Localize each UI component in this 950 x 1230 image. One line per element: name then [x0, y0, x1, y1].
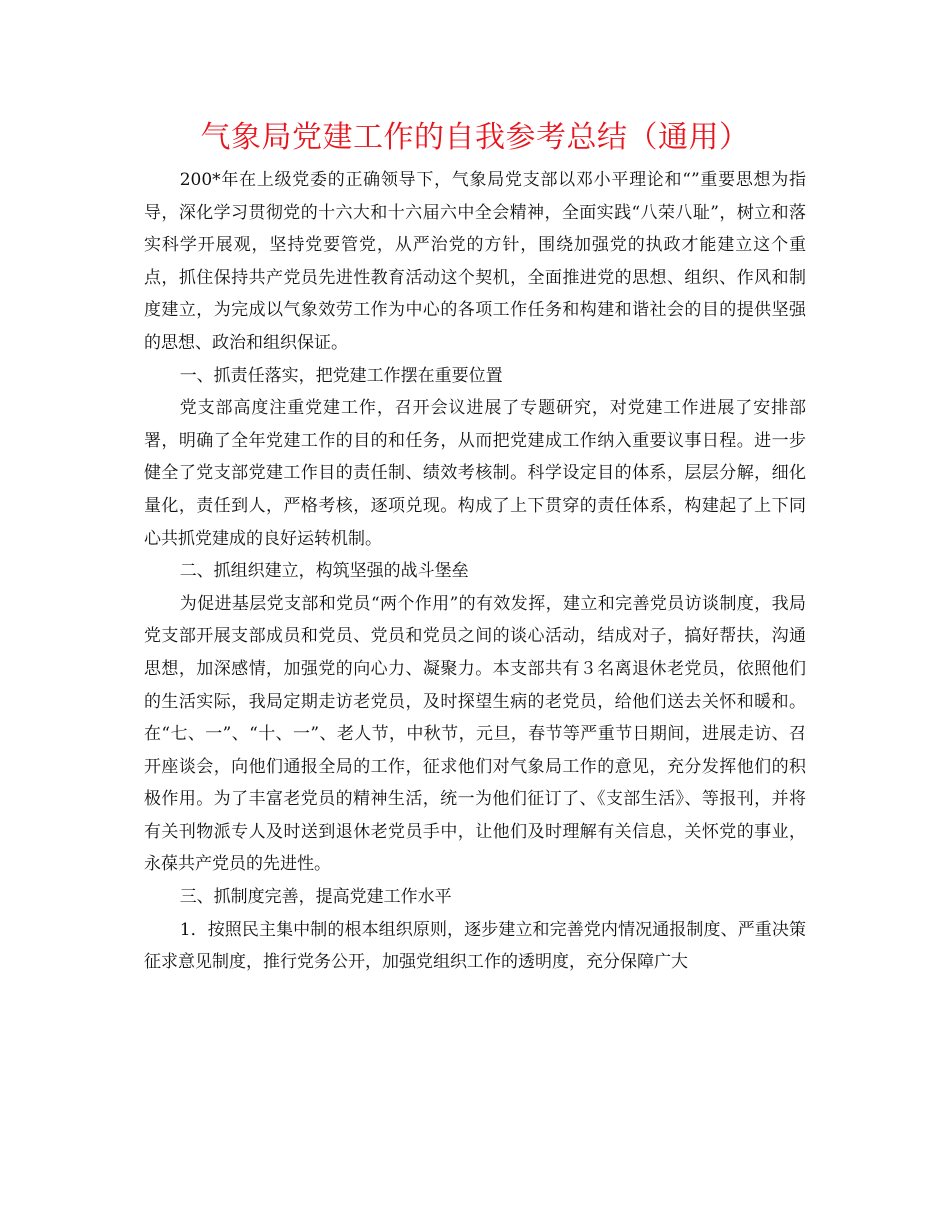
- intro-paragraph: 200*年在上级党委的正确领导下，气象局党支部以邓小平理论和“”重要思想为指导，深化学习贯彻党的十六大和十六届六中全会精神，全面实践“八荣八耻”，树立和落实科学开展观，坚持党要管党，从严治党的方针，围绕加强党的执政才能建立这个重点，抓住保持共产党员先进性教育活动这个契机，全面推进党的思想、组织、作风和制度建立，为完成以气象效劳工作为中心的各项工作任务和构建和谐社会的目的提供坚强的思想、政治和组织保证。: [144, 170, 806, 353]
- document-body: [144, 164, 806, 979]
- section-heading-3: 三、抓制度完善，提高党建工作水平: [179, 887, 452, 908]
- section-paragraph-3: 1．按照民主集中制的根本组织原则，逐步建立和完善党内情况通报制度、严重决策征求意见制度，推行党务公开，加强党组织工作的透明度，充分保障广大: [144, 919, 806, 973]
- section-heading-2: 二、抓组织建立，构筑坚强的战斗堡垒: [179, 561, 469, 582]
- section-heading-1: 一、抓责任落实，把党建工作摆在重要位置: [179, 365, 503, 386]
- document-title: 气象局党建工作的自我参考总结（通用）: [200, 120, 750, 155]
- section-paragraph-2: 为促进基层党支部和党员“两个作用”的有效发挥，建立和完善党员访谈制度，我局党支部开展支部成员和党员、党员和党员之间的谈心活动，结成对子，搞好帮扶，沟通思想，加深感情，加强党的向心力、凝聚力。本支部共有３名离退休老党员，依照他们的生活实际，我局定期走访老党员，及时探望生病的老党员，给他们送去关怀和暖和。在“七、一”、“十、一”、老人节，中秋节，元旦，春节等严重节日期间，进展走访、召开座谈会，向他们通报全局的工作，征求他们对气象局工作的意见，充分发挥他们的积极作用。为了丰富老党员的精神生活，统一为他们征订了、《支部生活》、等报刊，并将有关刊物派专人及时送到退休老党员手中，让他们及时理解有关信息，关怀党的事业，永葆共产党员的先进性。: [144, 593, 806, 875]
- section-paragraph-1: 党支部高度注重党建工作，召开会议进展了专题研究，对党建工作进展了安排部署，明确了全年党建工作的目的和任务，从而把党建成工作纳入重要议事日程。进一步健全了党支部党建工作目的责任制、绩效考核制。科学设定目的体系，层层分解，细化量化，责任到人，严格考核，逐项兑现。构成了上下贯穿的责任体系，构建起了上下同心共抓党建成的良好运转机制。: [144, 398, 806, 549]
